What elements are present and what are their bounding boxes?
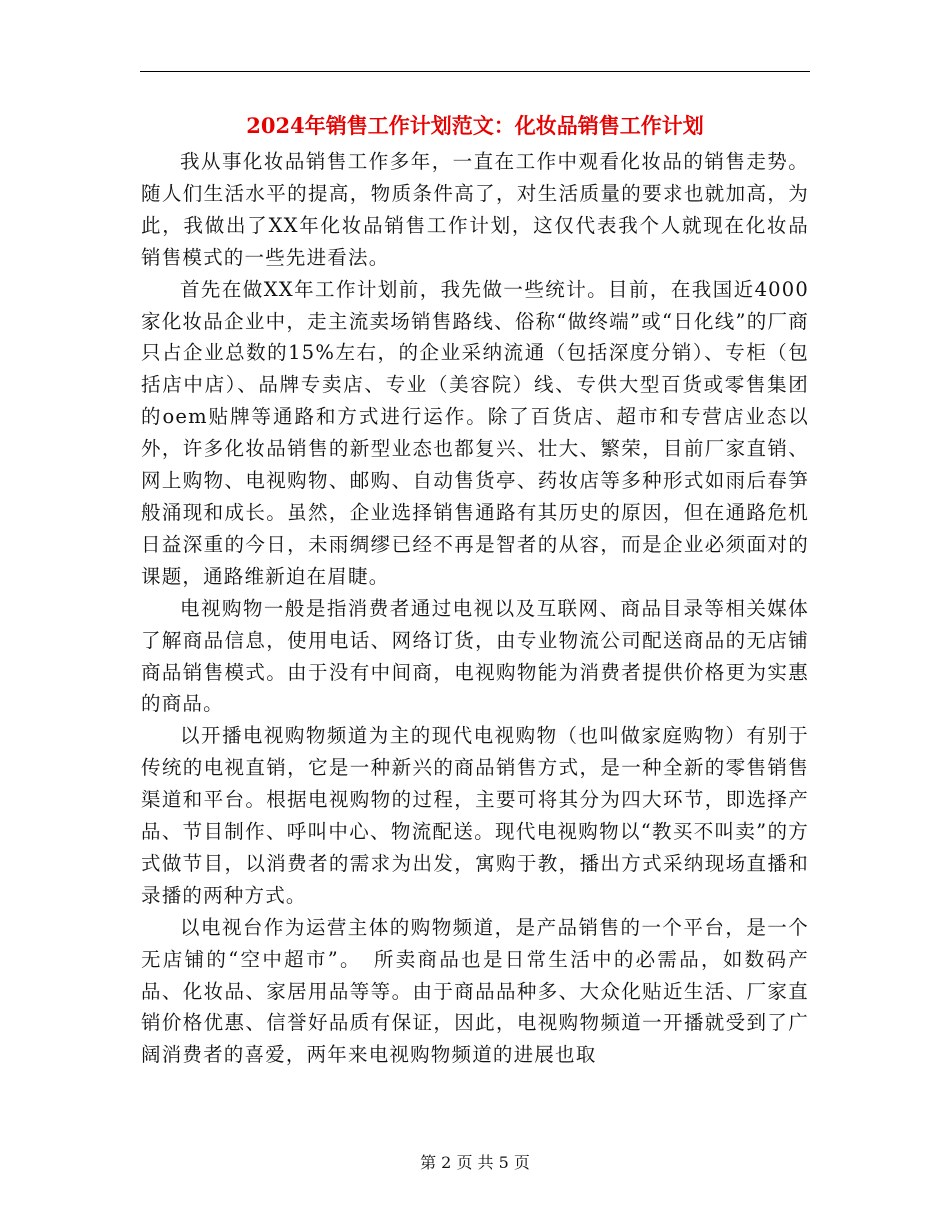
body-paragraph: 我从事化妆品销售工作多年，一直在工作中观看化妆品的销售走势。随人们生活水平的提高，物质条件高了，对生活质量的要求也就加高，为此，我做出了XX年化妆品销售工作计划，这仅代表我个人就现在化妆品销售模式的一些先进看法。 (141, 150, 809, 269)
body-paragraph: 以电视台作为运营主体的购物频道，是产品销售的一个平台，是一个无店铺的“空中超市”。 所卖商品也是日常生活中的必需品，如数码产品、化妆品、家居用品等等。由于商品品种多、大众化贴近生活、厂家直销价格优惠、信誉好品质有保证，因此，电视购物频道一开播就受到了广阔消费者的喜爱，两年来电视购物频道的进展也取 (141, 915, 809, 1067)
body-paragraph: 以开播电视购物频道为主的现代电视购物（也叫做家庭购物）有别于传统的电视直销，它是一种新兴的商品销售方式，是一种全新的零售销售渠道和平台。根据电视购物的过程，主要可将其分为四大环节，即选择产品、节目制作、呼叫中心、物流配送。现代电视购物以“教买不叫卖”的方式做节目，以消费者的需求为出发，寓购于教，播出方式采纳现场直播和录播的两种方式。 (141, 724, 809, 907)
header-rule (140, 71, 810, 72)
body-paragraph: 首先在做XX年工作计划前，我先做一些统计。目前，在我国近4000家化妆品企业中，走主流卖场销售路线、俗称“做终端”或“日化线”的厂商只占企业总数的15%左右，的企业采纳流通（包括深度分销）、专柜（包括店中店）、品牌专卖店、专业（美容院）线、专供大型百货或零售集团的oem贴牌等通路和方式进行运作。除了百货店、超市和专营店业态以外，许多化妆品销售的新型业态也都复兴、壮大、繁荣，目前厂家直销、网上购物、电视购物、邮购、自动售货亭、药妆店等多种形式如雨后春笋般涌现和成长。虽然，企业选择销售通路有其历史的原因，但在通路危机日益深重的今日，未雨绸缪已经不再是智者的从容，而是企业必须面对的课题，通路维新迫在眉睫。 (141, 277, 809, 588)
page-number-footer: 第 2 页 共 5 页 (420, 1153, 530, 1172)
document-body (141, 146, 809, 1071)
document-title: 2024年销售工作计划范文：化妆品销售工作计划 (246, 113, 704, 138)
body-paragraph: 电视购物一般是指消费者通过电视以及互联网、商品目录等相关媒体了解商品信息，使用电话、网络订货，由专业物流公司配送商品的无店铺商品销售模式。由于没有中间商，电视购物能为消费者提供价格更为实惠的商品。 (141, 596, 809, 716)
